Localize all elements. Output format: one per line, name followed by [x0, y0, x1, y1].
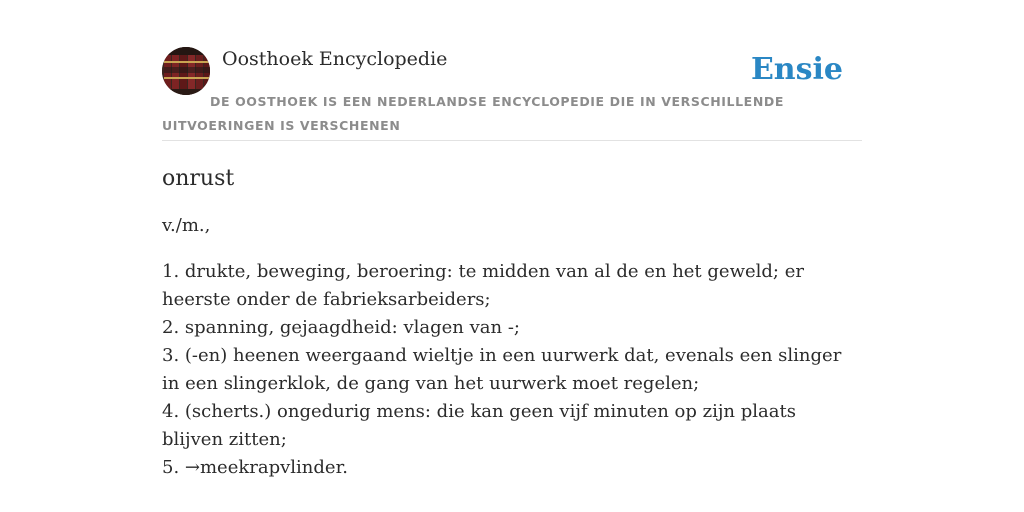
header [162, 46, 862, 141]
definition-item: 1. drukte, beweging, beroering: te midden van al de en het geweld; er heerste onder de fabrieksarbeiders; [162, 261, 804, 310]
definition-item: 4. (scherts.) ongedurig mens: die kan geen vijf minuten op zijn plaats blijven zitten; [162, 401, 796, 450]
brand-logo[interactable]: Ensie [750, 52, 843, 87]
definition-list [162, 258, 862, 482]
encyclopedia-books-icon[interactable] [162, 47, 210, 95]
site-title[interactable]: Oosthoek Encyclopedie [222, 48, 448, 70]
part-of-speech: v./m., [162, 215, 211, 236]
entry-term: onrust [162, 166, 235, 191]
definition-item: 2. spanning, gejaagdheid: vlagen van -; [162, 317, 520, 338]
definition-item: 3. (-en) heenen weergaand wieltje in een uurwerk dat, evenals een slinger in een slingerklok, de gang van het uurwerk moet regelen; [162, 345, 842, 394]
site-tagline: DE OOSTHOEK IS EEN NEDERLANDSE ENCYCLOPEDIE DIE IN VERSCHILLENDE UITVOERINGEN IS VERSCHENEN [162, 94, 784, 133]
entry-content [162, 162, 862, 482]
definition-item: 5. →meekrapvlinder. [162, 457, 348, 478]
